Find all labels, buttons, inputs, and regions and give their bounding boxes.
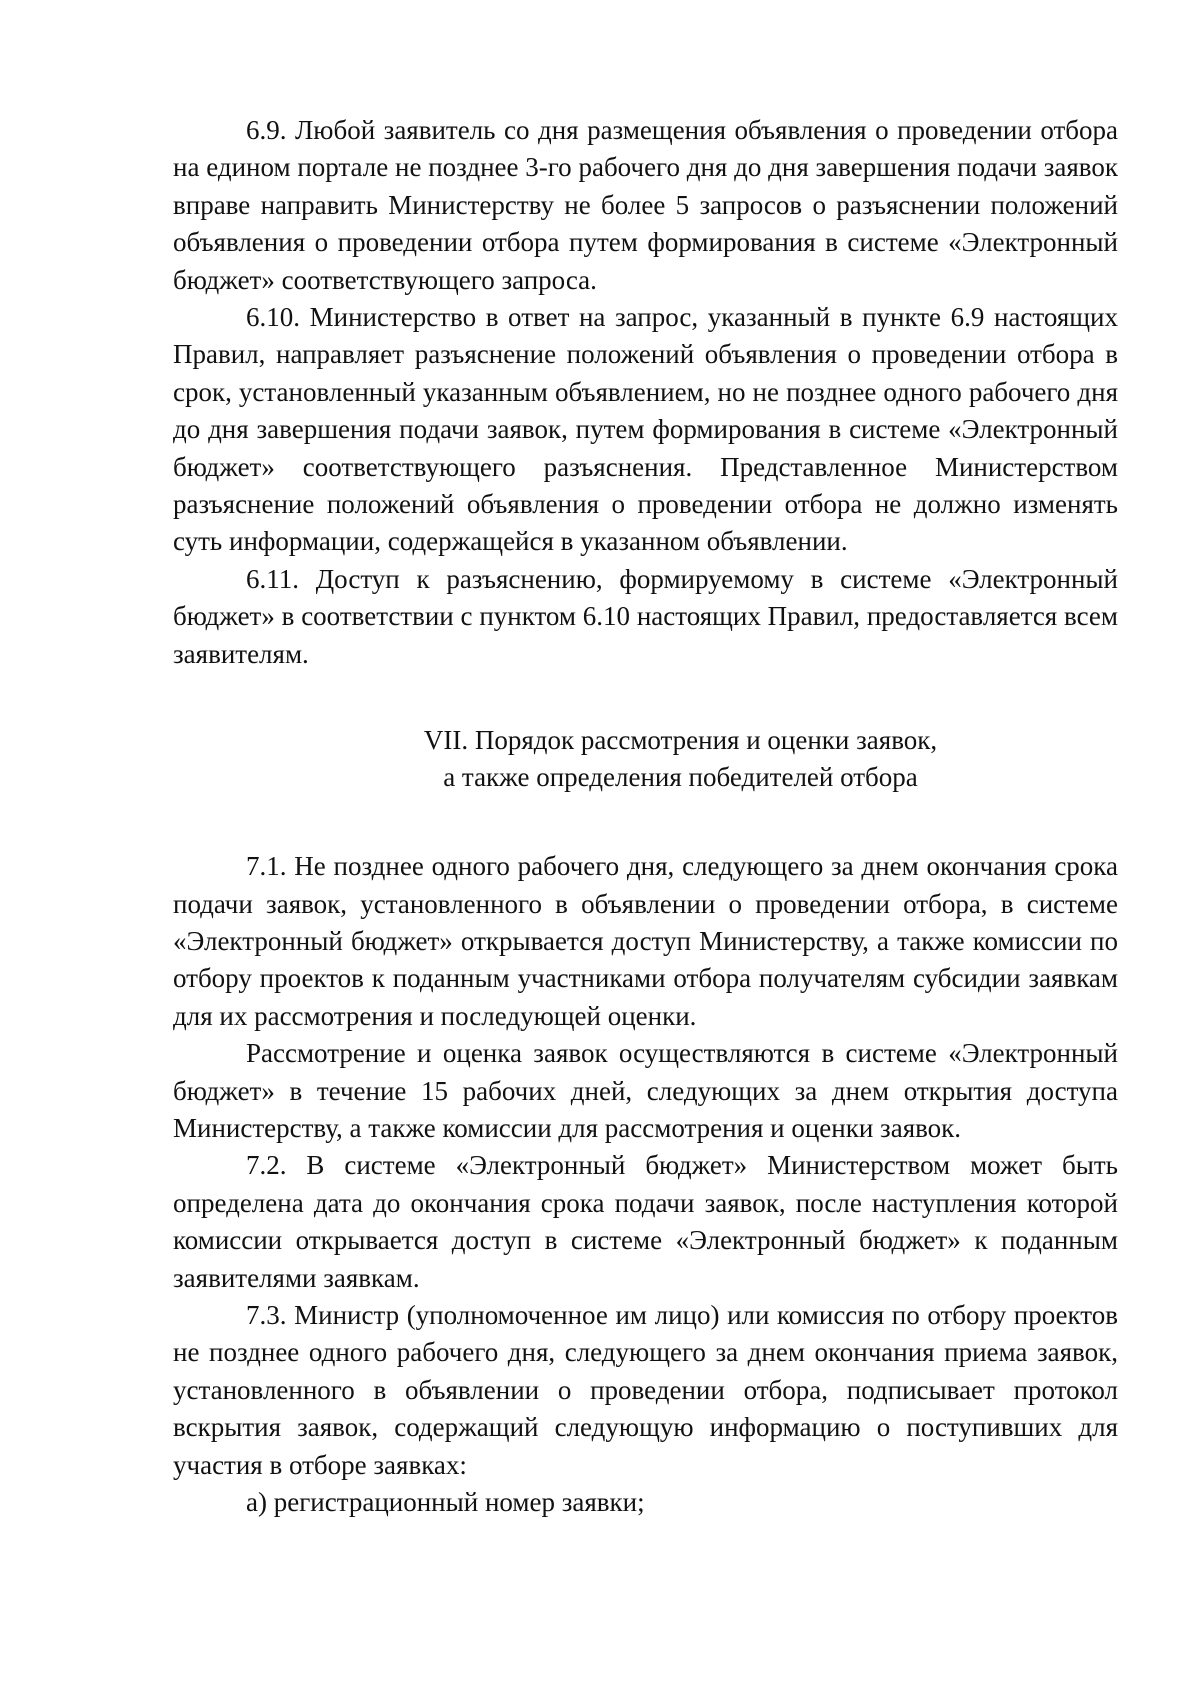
section-heading-line-1: VII. Порядок рассмотрения и оценки заявок, [423,725,938,756]
paragraph-6-11: 6.11. Доступ к разъяснению, формируемому в системе «Электронный бюджет» в соответствии с пунктом 6.10 настоящих Правил, предоставляется всем заявителям. [173,563,1118,669]
section-heading-vii [173,722,1118,796]
paragraph-7-1-review: Рассмотрение и оценка заявок осуществляются в системе «Электронный бюджет» в течение 15 рабочих дней, следующих за днем открытия доступа Министерству, а также комиссии для рассмотрения и оценки заявок. [173,1038,1118,1143]
paragraph-6-10: 6.10. Министерство в ответ на запрос, указанный в пункте 6.9 настоящих Правил, направляет разъяснение положений объявления о проведении отбора в срок, установленный указанным объявлением, но не позднее одного рабочего дня до дня завершения подачи заявок, путем формирования в системе «Электронный бюджет» соответствующего разъяснения. Представленное Министерством разъяснение положений объявления о проведении отбора не должно изменять суть информации, содержащейся в указанном объявлении. [173,302,1118,557]
paragraph-6-9: 6.9. Любой заявитель со дня размещения объявления о проведении отбора на едином портале не позднее 3-го рабочего дня до дня завершения подачи заявок вправе направить Министерству не более 5 запросов о разъяснении положений объявления о проведении отбора путем формирования в системе «Электронный бюджет» соответствующего запроса. [173,115,1118,295]
list-item-a: а) регистрационный номер заявки; [246,1487,645,1517]
paragraph-7-1: 7.1. Не позднее одного рабочего дня, следующего за днем окончания срока подачи заявок, установленного в объявлении о проведении отбора, в системе «Электронный бюджет» открывается доступ Министерству, а также комиссии по отбору проектов к поданным участниками отбора получателям субсидии заявкам для их рассмотрения и последующей оценки. [173,851,1118,1031]
paragraph-7-3: 7.3. Министр (уполномоченное им лицо) или комиссия по отбору проектов не позднее одного рабочего дня, следующего за днем окончания приема заявок, установленного в объявлении о проведении отбора, подписывает протокол вскрытия заявок, содержащий следующую информацию о поступивших для участия в отборе заявках: [173,1299,1118,1480]
section-heading-line-2: а также определения победителей отбора [443,762,918,793]
paragraph-7-2: 7.2. В системе «Электронный бюджет» Министерством может быть определена дата до окончания срока подачи заявок, после наступления которой комиссии открывается доступ в системе «Электронный бюджет» к поданным заявителями заявкам. [173,1150,1118,1293]
